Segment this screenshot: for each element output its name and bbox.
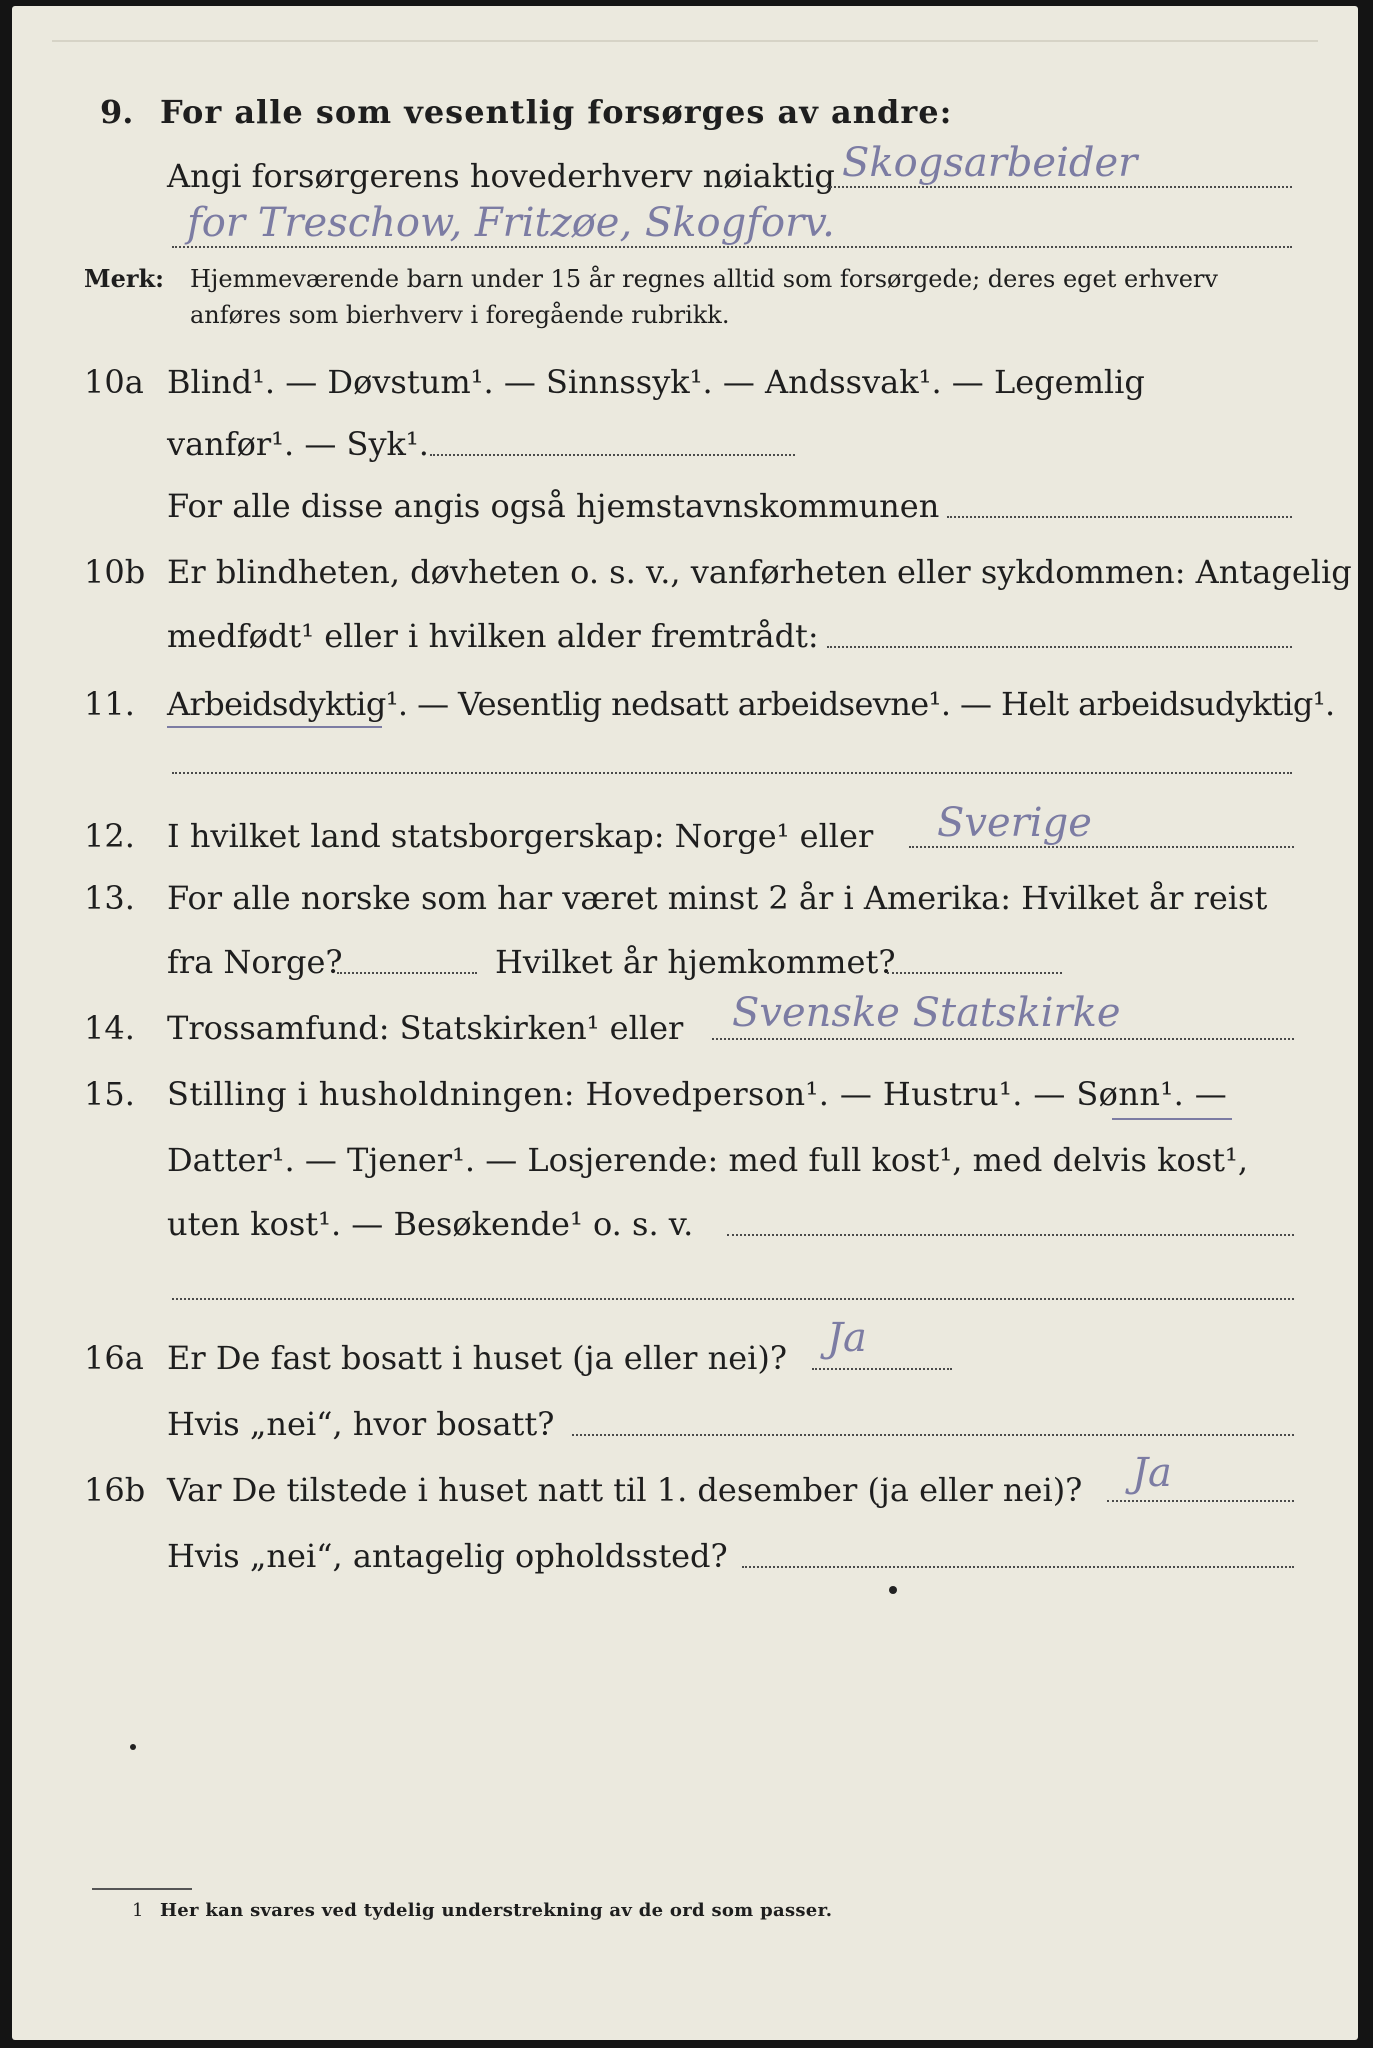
q10a-syk-line <box>430 454 795 456</box>
q13-reist-line <box>337 972 477 974</box>
q10b-line1: Er blindheten, døvheten o. s. v., vanførheten eller sykdommen: Antagelig <box>167 553 1352 591</box>
q12-line1: I hvilket land statsborgerskap: Norge¹ eller <box>167 817 874 855</box>
q16a-line2: Hvis „nei“, hvor bosatt? <box>167 1405 555 1443</box>
q9-answer-line-2 <box>172 246 1292 248</box>
footnote-rule <box>92 1888 192 1890</box>
q14-handwritten-answer: Svenske Statskirke <box>732 990 1121 1036</box>
q10b-line2: medfødt¹ eller i hvilken alder fremtrådt: <box>167 617 819 655</box>
q15-line3: uten kost¹. — Besøkende¹ o. s. v. <box>167 1205 694 1243</box>
q14-number: 14. <box>84 1009 135 1047</box>
q10a-line2: vanfør¹. — Syk¹. <box>167 425 429 463</box>
merk-label: Merk: <box>84 264 164 293</box>
merk-line1: Hjemmeværende barn under 15 år regnes alltid som forsørgede; deres eget erhverv <box>190 265 1218 293</box>
q9-answer-line-1 <box>827 186 1292 188</box>
q11-line1: Arbeidsdyktig¹. — Vesentlig nedsatt arbeidsevne¹. — Helt arbeidsudyktig¹. <box>167 685 1335 723</box>
footnote-text: Her kan svares ved tydelig understrekning av de ord som passer. <box>160 1900 833 1921</box>
q15-answer-line-1 <box>727 1234 1294 1236</box>
q16a-line1: Er De fast bosatt i huset (ja eller nei)? <box>167 1339 788 1377</box>
q16a-answer-line <box>812 1368 952 1370</box>
top-edge-strip <box>52 6 1318 42</box>
q9-number: 9. <box>100 93 134 131</box>
q12-handwritten-answer: Sverige <box>937 800 1092 846</box>
q10b-number: 10b <box>84 553 146 591</box>
q16b-answer-line <box>1107 1500 1294 1502</box>
q16b-line2: Hvis „nei“, antagelig opholdssted? <box>167 1537 728 1575</box>
q11-number: 11. <box>84 685 135 723</box>
q16a-number: 16a <box>84 1339 144 1377</box>
q12-number: 12. <box>84 817 135 855</box>
q16a-handwritten-answer: Ja <box>827 1315 867 1361</box>
q10b-answer-line <box>827 646 1292 648</box>
q10a-line1: Blind¹. — Døvstum¹. — Sinnssyk¹. — Andssvak¹. — Legemlig <box>167 363 1145 401</box>
q15-handwritten-underline <box>1112 1118 1232 1120</box>
q16a-bosatt-line <box>572 1434 1294 1436</box>
q16b-line1: Var De tilstede i huset natt til 1. desember (ja eller nei)? <box>167 1471 1083 1509</box>
q15-answer-line-2 <box>172 1298 1294 1300</box>
q13-hjemkommet-line <box>887 972 1062 974</box>
q15-number: 15. <box>84 1075 135 1113</box>
q13-line1: For alle norske som har været minst 2 år i Amerika: Hvilket år reist <box>167 879 1268 917</box>
ink-speck <box>130 1744 136 1750</box>
q16b-handwritten-answer: Ja <box>1132 1450 1172 1496</box>
q13-line2a: fra Norge? <box>167 943 343 981</box>
q14-line1: Trossamfund: Statskirken¹ eller <box>167 1009 684 1047</box>
q11-answer-line <box>172 772 1292 774</box>
q9-handwritten-answer-1: Skogsarbeider <box>842 140 1138 186</box>
q14-answer-line <box>712 1038 1294 1040</box>
merk-line2: anføres som bierhverv i foregående rubrikk. <box>190 301 730 329</box>
q9-handwritten-answer-2: for Treschow, Fritzøe, Skogforv. <box>187 200 835 246</box>
q10a-number: 10a <box>84 363 144 401</box>
footnote-mark: 1 <box>132 1900 144 1921</box>
q9-title: For alle som vesentlig forsørges av andre: <box>160 93 953 131</box>
q15-line2: Datter¹. — Tjener¹. — Losjerende: med full kost¹, med delvis kost¹, <box>167 1141 1249 1179</box>
q12-answer-line <box>909 846 1294 848</box>
q9-line2: Angi forsørgerens hovederhverv nøiaktig <box>167 157 835 195</box>
q10a-hjemstavn-line <box>947 516 1292 518</box>
q11-handwritten-underline <box>167 726 382 728</box>
ink-speck <box>889 1586 897 1594</box>
q16b-number: 16b <box>84 1471 146 1509</box>
q10a-line3: For alle disse angis også hjemstavnskommunen <box>167 487 940 525</box>
q15-line1: Stilling i husholdningen: Hovedperson¹. — Hustru¹. — Sønn¹. — <box>167 1075 1228 1113</box>
q16b-opholdssted-line <box>742 1566 1294 1568</box>
q13-number: 13. <box>84 879 135 917</box>
census-form-page <box>12 6 1358 2040</box>
q13-line2b: Hvilket år hjemkommet? <box>495 943 896 981</box>
